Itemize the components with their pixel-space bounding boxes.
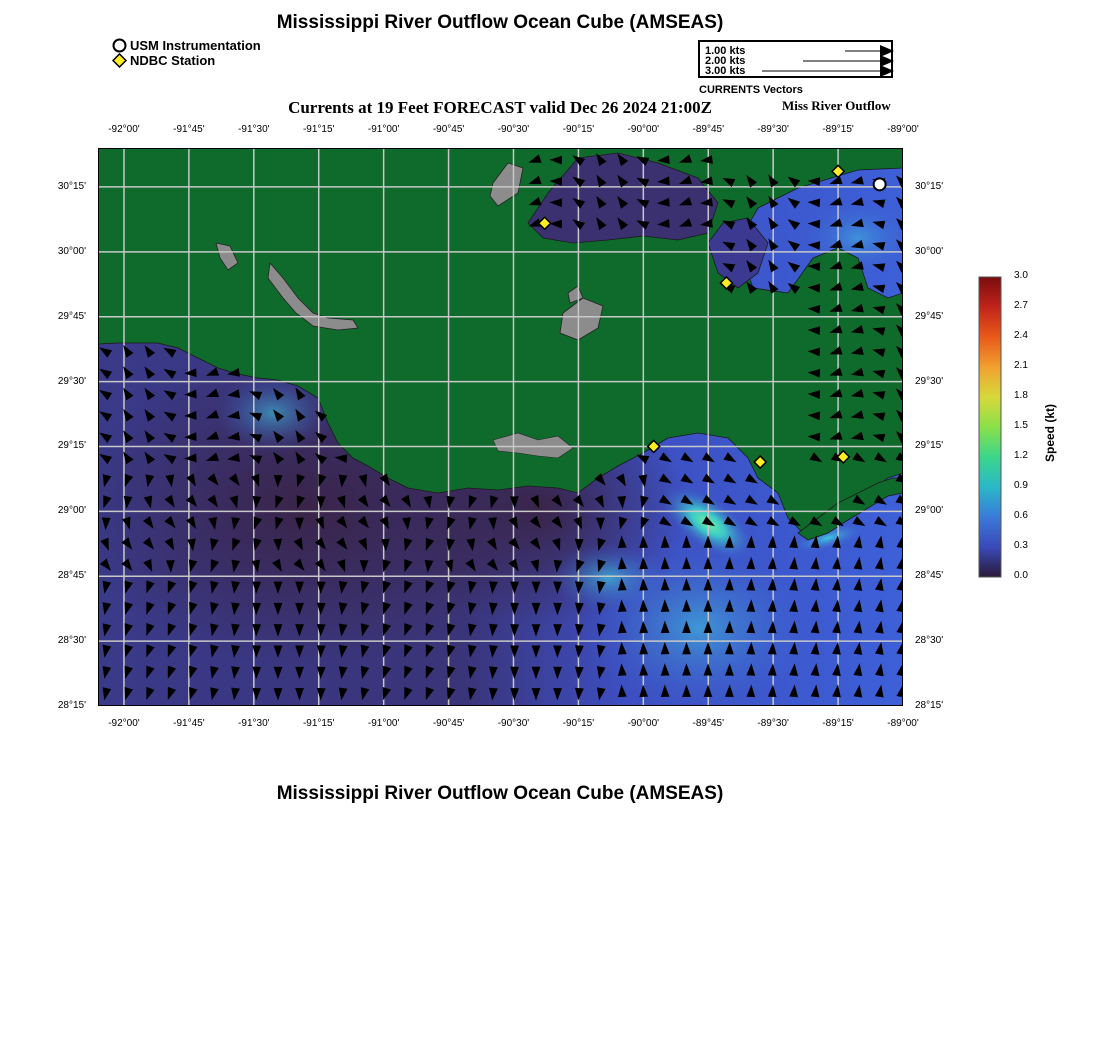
axis-tick-label: -89°45' (692, 718, 724, 729)
axis-tick-label: -91°45' (173, 718, 205, 729)
vector-legend-item: 1.00 kts (705, 45, 746, 57)
vector-legend-arrows (700, 42, 895, 80)
page-title: Mississippi River Outflow Ocean Cube (AMSEAS) (276, 12, 724, 33)
axis-tick-label: -89°00' (887, 124, 919, 135)
axis-tick-label: -90°15' (562, 718, 595, 729)
colorbar-tick-label: 1.2 (1014, 450, 1028, 461)
axis-tick-label: 28°15' (915, 700, 944, 711)
axis-tick-label: -91°15' (302, 718, 335, 729)
axis-tick-label: 29°45' (915, 310, 944, 322)
vector-legend-caption: CURRENTS Vectors (699, 84, 803, 96)
circle-icon (112, 38, 127, 53)
colorbar-tick-label: 1.5 (1014, 420, 1028, 431)
usm-station-marker[interactable] (874, 178, 886, 190)
axis-tick-label: 28°30' (57, 635, 86, 647)
colorbar (978, 276, 1002, 578)
axis-tick-label: -89°15' (822, 718, 854, 729)
colorbar-tick-label: 3.0 (1014, 270, 1028, 281)
axis-tick-label: -91°30' (238, 124, 270, 135)
map[interactable] (98, 148, 903, 706)
axis-tick-label: 29°00' (915, 505, 944, 517)
axis-tick-label: 30°15' (915, 180, 944, 192)
axis-tick-label: -89°30' (757, 124, 789, 135)
colorbar-tick-label: 2.1 (1014, 360, 1028, 371)
colorbar-tick-label: 2.4 (1014, 330, 1028, 341)
vector-legend-item: 3.00 kts (705, 65, 746, 77)
map-canvas (98, 148, 903, 706)
axis-tick-label: -91°45' (173, 124, 205, 135)
axis-tick-label: 28°45' (57, 570, 86, 582)
axis-tick-label: 30°00' (57, 245, 86, 257)
axis-tick-label: -91°00' (367, 718, 400, 729)
colorbar-title: Speed (kt) (1043, 403, 1057, 462)
axis-tick-label: -90°45' (432, 124, 465, 135)
colorbar-tick-label: 0.0 (1014, 570, 1028, 581)
colorbar-tick-label: 0.3 (1014, 540, 1028, 551)
axis-tick-label: 29°00' (57, 505, 86, 517)
axis-tick-label: -89°15' (822, 124, 854, 135)
vector-legend-item: 2.00 kts (705, 55, 746, 67)
axis-tick-label: -92°00' (108, 718, 140, 729)
axis-tick-label: -90°45' (432, 718, 465, 729)
legend-usm (112, 38, 261, 53)
axis-tick-label: 30°15' (57, 180, 86, 192)
axis-tick-label: -90°00' (627, 124, 660, 135)
vector-legend (698, 40, 893, 78)
axis-tick-label: -91°00' (367, 124, 400, 135)
axis-tick-label: 28°30' (915, 635, 944, 647)
axis-tick-label: 28°15' (57, 700, 86, 711)
axis-tick-label: -91°30' (238, 718, 270, 729)
axis-tick-label: -89°30' (757, 718, 789, 729)
axis-tick-label: -89°00' (887, 718, 919, 729)
axis-tick-label: 29°15' (915, 440, 944, 452)
axis-tick-label: 29°15' (57, 440, 86, 452)
legend-ndbc (112, 53, 215, 68)
axis-tick-label: -90°15' (562, 124, 595, 135)
diamond-icon (112, 53, 127, 68)
axis-tick-label: -90°30' (497, 124, 530, 135)
colorbar-tick-label: 2.7 (1014, 300, 1028, 311)
map-subtitle: Currents at 19 Feet FORECAST valid Dec 26 2024 21:00Z (288, 98, 712, 117)
legend-usm-label: USM Instrumentation (130, 38, 261, 53)
axis-tick-label: 29°45' (57, 310, 86, 322)
axis-tick-label: -90°30' (497, 718, 530, 729)
axis-tick-label: 29°30' (915, 375, 944, 387)
legend-ndbc-label: NDBC Station (130, 53, 216, 68)
axis-tick-label: 29°30' (57, 375, 86, 387)
colorbar-tick-label: 0.9 (1014, 480, 1028, 491)
axis-tick-label: 30°00' (915, 245, 944, 257)
axis-tick-label: -91°15' (302, 124, 335, 135)
page-title-secondary: Mississippi River Outflow Ocean Cube (AMSEAS) (276, 783, 724, 804)
colorbar-tick-label: 0.6 (1014, 510, 1028, 521)
colorbar-gradient (978, 276, 1002, 578)
axis-tick-label: -92°00' (108, 124, 140, 135)
axis-tick-label: 28°45' (915, 570, 944, 582)
colorbar-tick-label: 1.8 (1014, 390, 1028, 401)
axis-tick-label: -90°00' (627, 718, 660, 729)
region-label: Miss River Outflow (782, 98, 891, 113)
axis-tick-label: -89°45' (692, 124, 724, 135)
